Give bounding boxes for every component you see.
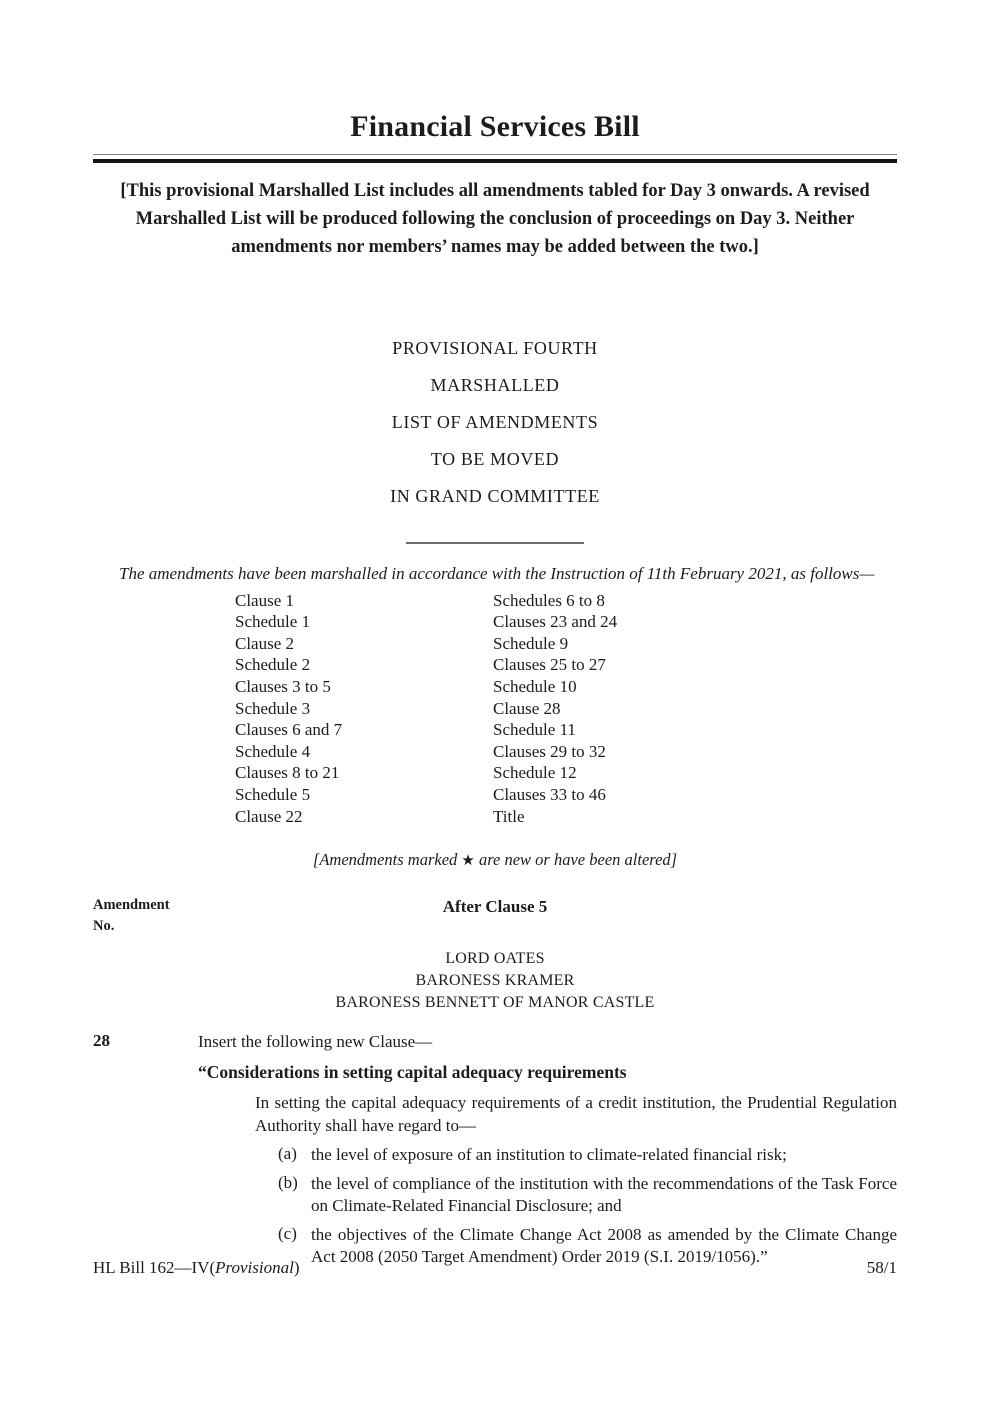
order-item: Clause 2: [235, 633, 295, 653]
amendment-content: [198, 1031, 897, 1268]
item-text: the level of compliance of the institution with the recommendations of the Task Force on Climate-Related Financial Disclosure; and: [311, 1173, 897, 1215]
heading-line: LIST OF AMENDMENTS: [391, 412, 599, 433]
item-label: (a): [278, 1143, 297, 1163]
order-column-2: [493, 590, 617, 828]
provisional-notice: [This provisional Marshalled List includes all amendments tabled for Day 3 onwards. A revised Marshalled List will be produced following the conclusion of proceedings on Day 3. Neither amendments nor members’ names may be added between the two.]: [120, 181, 870, 257]
amendment-number: 28: [93, 1031, 110, 1051]
order-item: Clauses 29 to 32: [493, 741, 606, 761]
clause-item-b: [278, 1173, 897, 1217]
order-item: Clauses 6 and 7: [235, 720, 343, 740]
amendment-instruction: Insert the following new Clause—: [198, 1032, 433, 1052]
order-item: Title: [493, 806, 525, 826]
order-item: Clauses 33 to 46: [493, 785, 606, 805]
footer-ref-italic: Provisional: [215, 1258, 294, 1277]
mover-name: BARONESS KRAMER: [415, 972, 575, 990]
marked-note-suffix: are new or have been altered]: [474, 850, 678, 870]
section-divider-rule: [406, 542, 584, 544]
order-column-1: [235, 590, 493, 828]
clause-body-text: In setting the capital adequacy requirements of a credit institution, the Prudential Regulation Authority shall have regard to—: [255, 1093, 897, 1135]
order-item: Schedule 5: [235, 785, 311, 805]
marshalling-note: The amendments have been marshalled in accordance with the Instruction of 11th February 2021, as follows—: [119, 564, 875, 584]
order-item: Clauses 25 to 27: [493, 655, 606, 675]
title-double-rule: [93, 154, 897, 163]
page-footer: [93, 1258, 897, 1278]
mover-name: LORD OATES: [445, 950, 545, 968]
clause-item-a: [278, 1144, 897, 1166]
item-label: (c): [278, 1223, 297, 1243]
star-icon: ★: [461, 853, 475, 870]
order-item: Schedule 1: [235, 612, 311, 632]
item-text: the objectives of the Climate Change Act 2008 as amended by the Climate Change Act 2008 (2050 Target Amendment) Order 2019 (S.I. 2019/1056).”: [311, 1224, 897, 1267]
order-item: Clause 28: [493, 698, 561, 718]
order-item: Clauses 8 to 21: [235, 763, 340, 783]
order-item: Clause 22: [235, 806, 303, 826]
order-item: Schedule 11: [493, 720, 576, 740]
footer-ref-post: ): [293, 1258, 300, 1277]
order-item: Schedule 10: [493, 677, 577, 697]
order-item: Clauses 23 and 24: [493, 612, 618, 632]
order-item: Schedule 3: [235, 698, 311, 718]
document-headings: [93, 330, 897, 515]
amendments-marked-note: [93, 850, 897, 870]
order-item: Schedule 9: [493, 633, 569, 653]
marked-note-prefix: [Amendments marked: [312, 850, 462, 870]
marshalling-order-list: [93, 590, 897, 828]
order-item: Clause 1: [235, 590, 295, 610]
footer-ref-pre: HL Bill 162—IV(: [93, 1258, 216, 1277]
heading-line: IN GRAND COMMITTEE: [390, 486, 600, 507]
heading-line: TO BE MOVED: [430, 449, 560, 470]
section-heading: After Clause 5: [442, 897, 548, 917]
order-item: Schedule 4: [235, 741, 311, 761]
amendment-no-label-line2: No.: [93, 917, 115, 934]
item-label: (b): [278, 1172, 298, 1192]
movers-list: [93, 948, 897, 1014]
footer-page-number: 58/1: [866, 1258, 897, 1277]
new-clause-title: “Considerations in setting capital adequacy requirements: [198, 1062, 627, 1083]
page-title: Financial Services Bill: [350, 110, 640, 143]
heading-line: PROVISIONAL FOURTH: [392, 338, 598, 359]
amendment-no-column-label: [93, 895, 170, 936]
order-item: Clauses 3 to 5: [235, 677, 331, 697]
clause-items: [198, 1144, 897, 1268]
mover-name: BARONESS BENNETT OF MANOR CASTLE: [335, 994, 655, 1012]
heading-line: MARSHALLED: [430, 375, 560, 396]
order-item: Schedule 2: [235, 655, 311, 675]
amendment-no-label-line1: Amendment: [93, 897, 170, 914]
amendment-28: [93, 1031, 897, 1268]
footer-bill-reference: [93, 1258, 300, 1278]
amendment-section-header: [93, 895, 897, 935]
item-text: the level of exposure of an institution to climate-related financial risk;: [311, 1144, 787, 1164]
order-item: Schedule 12: [493, 763, 577, 783]
order-item: Schedules 6 to 8: [493, 590, 605, 610]
